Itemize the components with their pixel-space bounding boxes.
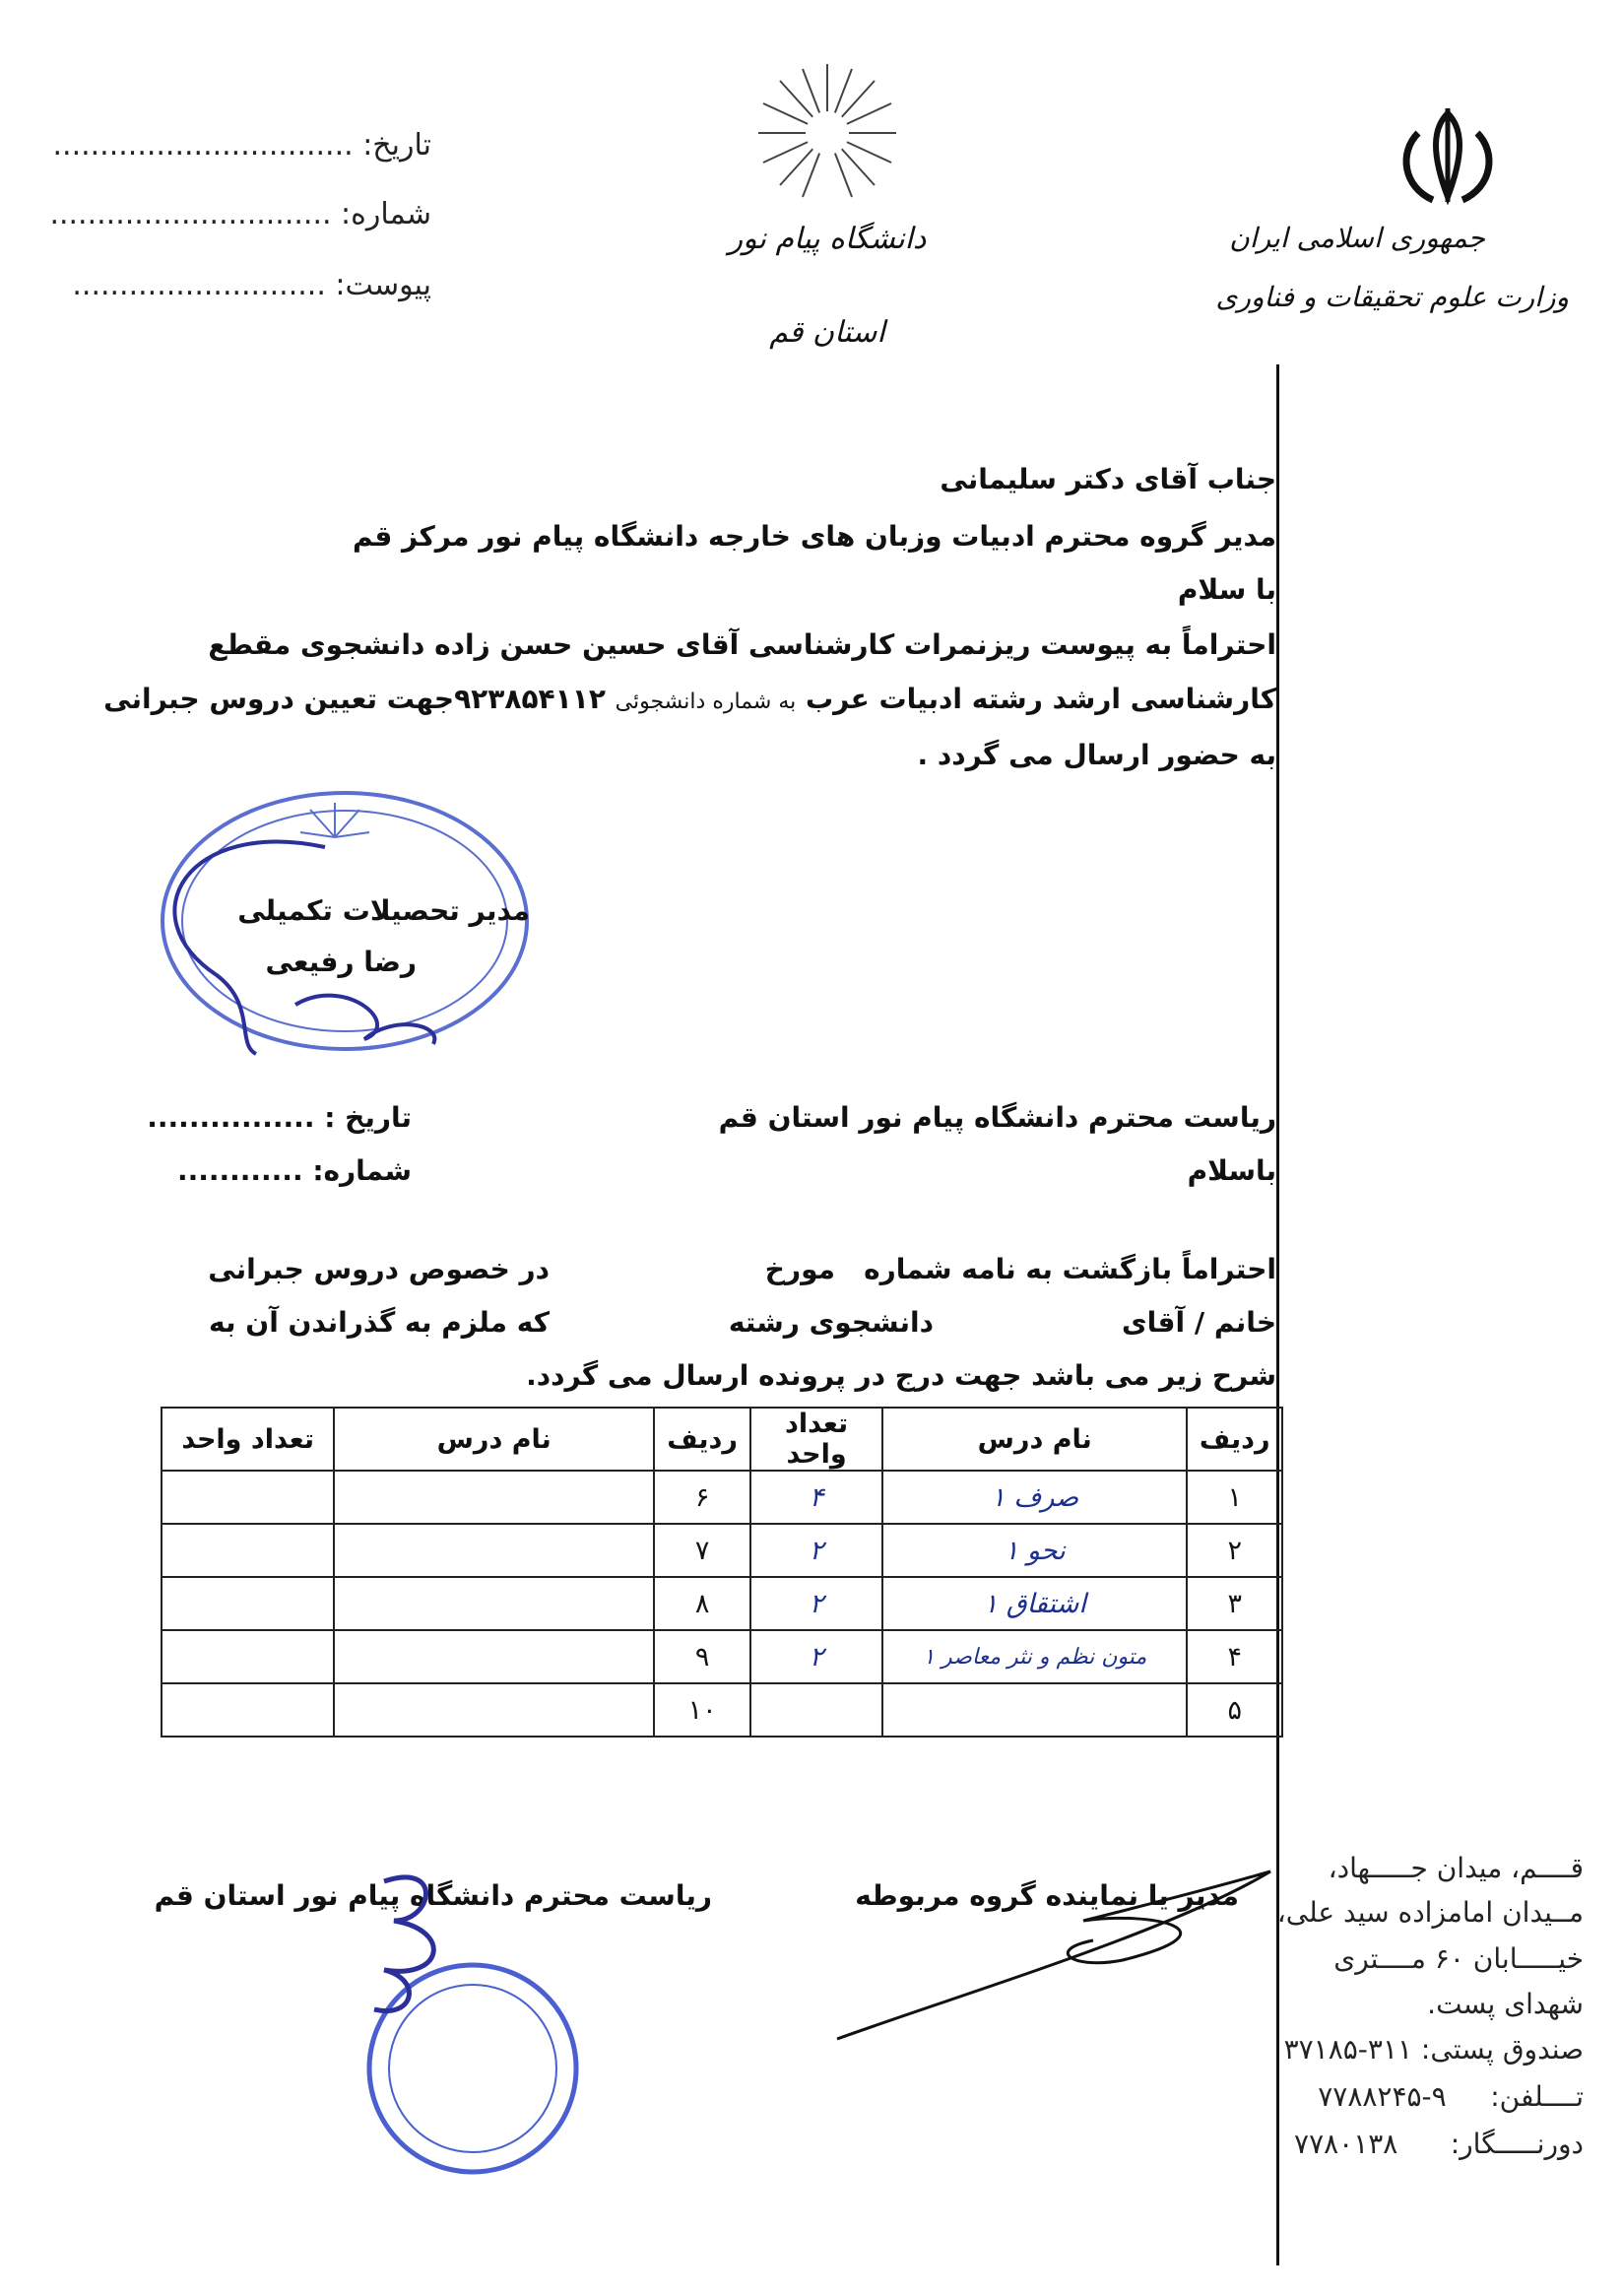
letter-line-2 xyxy=(103,683,1276,715)
letter-line-1: احتراماً به پیوست ریزنمرات کارشناسی آقای حسین حسن زاده دانشجوی مقطع xyxy=(208,628,1276,661)
row-number: ۱ xyxy=(1187,1471,1282,1524)
header-row-number-2: ردیف xyxy=(654,1408,750,1471)
course-units-2 xyxy=(162,1683,334,1737)
course-name: صرف ۱ xyxy=(882,1471,1187,1524)
reply-line-1a: احتراماً بازگشت به نامه شماره xyxy=(864,1253,1276,1285)
phone-number: ۹-۷۷۸۸۲۴۵ xyxy=(1318,2080,1447,2113)
handwritten-signature-icon xyxy=(827,1852,1300,2049)
table-row xyxy=(162,1524,1282,1577)
letter-line-2-part-c: ۹۲۳۸۵۴۱۱۲جهت تعیین دروس جبرانی xyxy=(103,683,606,715)
row-number-2: ۸ xyxy=(654,1577,750,1630)
course-name: اشتقاق ۱ xyxy=(882,1577,1187,1630)
reply-line-2a: خانم / آقای xyxy=(1122,1306,1276,1339)
header-units-2: تعداد واحد xyxy=(162,1408,334,1471)
row-number-2: ۹ xyxy=(654,1630,750,1683)
course-units: ۲ xyxy=(750,1577,882,1630)
letter-line-2-part-b: به شماره دانشجوئی xyxy=(615,689,797,714)
row-number-2: ۶ xyxy=(654,1471,750,1524)
reply-greeting: باسلام xyxy=(1187,1154,1276,1187)
recipient-name: جناب آقای دکتر سلیمانی xyxy=(940,463,1276,495)
university-seal-icon xyxy=(325,1862,591,2187)
phone-label: تــــلفن: xyxy=(1490,2080,1584,2113)
row-number: ۴ xyxy=(1187,1630,1282,1683)
reply-number: شماره: ............ xyxy=(176,1154,412,1187)
table-header-row xyxy=(162,1408,1282,1471)
letter-line-3: به حضور ارسال می گردد . xyxy=(917,739,1276,771)
phone-row xyxy=(1318,2080,1584,2113)
province-name: استان قم xyxy=(769,315,885,350)
iran-emblem-icon xyxy=(1394,103,1502,212)
course-units: ۲ xyxy=(750,1524,882,1577)
reply-line-2c: که ملزم به گذراندن آن به xyxy=(209,1306,550,1339)
row-number: ۲ xyxy=(1187,1524,1282,1577)
course-units: ۴ xyxy=(750,1471,882,1524)
row-number: ۵ xyxy=(1187,1683,1282,1737)
course-name-2 xyxy=(334,1630,654,1683)
date-field: تاریخ: ................................ xyxy=(52,128,431,163)
course-name-2 xyxy=(334,1471,654,1524)
row-number: ۳ xyxy=(1187,1577,1282,1630)
course-units-2 xyxy=(162,1577,334,1630)
table-row xyxy=(162,1683,1282,1737)
header-units xyxy=(750,1408,882,1471)
ministry-name: وزارت علوم تحقیقات و فناوری xyxy=(1215,281,1569,313)
course-units xyxy=(750,1683,882,1737)
university-name: دانشگاه پیام نور xyxy=(728,222,927,256)
country-name: جمهوری اسلامی ایران xyxy=(1229,222,1485,254)
course-name xyxy=(882,1683,1187,1737)
row-number-2: ۷ xyxy=(654,1524,750,1577)
table-row xyxy=(162,1630,1282,1683)
fax-label: دورنـــــگار: xyxy=(1450,2128,1584,2160)
recipient-title: مدیر گروه محترم ادبیات وزبان های خارجه دانشگاه پیام نور مرکز قم xyxy=(353,520,1276,553)
group-manager-signature-label: مدیر یا نماینده گروه مربوطه xyxy=(855,1879,1239,1912)
address-line-4: شهدای پست. xyxy=(1427,1988,1584,2020)
signer-name: رضا رفیعی xyxy=(265,946,417,978)
reply-line-2b: دانشجوی رشته xyxy=(728,1306,934,1339)
address-line-3: خیـــــابان ۶۰ مــــتری xyxy=(1333,1942,1584,1975)
header-row-number: ردیف xyxy=(1187,1408,1282,1471)
reply-date: تاریخ : ................ xyxy=(147,1101,412,1134)
letter-line-2-part-a: کارشناسی ارشد رشته ادبیات عرب xyxy=(806,683,1276,715)
course-name-2 xyxy=(334,1683,654,1737)
header-course-name-2: نام درس xyxy=(334,1408,654,1471)
fax-row xyxy=(1294,2128,1584,2160)
reply-line-1c: در خصوص دروس جبرانی xyxy=(208,1253,550,1285)
row-number-2: ۱۰ xyxy=(654,1683,750,1737)
course-units-2 xyxy=(162,1630,334,1683)
header-units-line-1: تعداد xyxy=(785,1409,849,1439)
courses-table xyxy=(161,1407,1283,1738)
university-logo-icon xyxy=(748,59,906,207)
fax-number: ۷۷۸۰۱۳۸ xyxy=(1294,2128,1398,2160)
reply-recipient: ریاست محترم دانشگاه پیام نور استان قم xyxy=(718,1101,1276,1134)
course-name-2 xyxy=(334,1577,654,1630)
reply-line-1b: مورخ xyxy=(764,1253,835,1285)
number-field: شماره: .............................. xyxy=(49,197,431,231)
reply-line-3: شرح زیر می باشد جهت درج در پرونده ارسال می گردد. xyxy=(526,1359,1276,1392)
address-line-1: قــــم، میدان جـــــهاد، xyxy=(1328,1852,1584,1884)
attachment-field: پیوست: ........................... xyxy=(72,268,431,302)
course-name: نحو ۱ xyxy=(882,1524,1187,1577)
header-course-name: نام درس xyxy=(882,1408,1187,1471)
address-line-2: مــیدان امامزاده سید علی، xyxy=(1276,1896,1584,1929)
header-units-line-2: واحد xyxy=(786,1439,847,1470)
course-name-2 xyxy=(334,1524,654,1577)
course-units-2 xyxy=(162,1524,334,1577)
postbox: صندوق پستی: ۳۱۱-۳۷۱۸۵ xyxy=(1283,2033,1584,2066)
greeting: با سلام xyxy=(1177,573,1276,606)
signer-title: مدیر تحصیلات تکمیلی xyxy=(237,894,530,927)
table-row xyxy=(162,1471,1282,1524)
president-signature-label: ریاست محترم دانشگاه پیام نور استان قم xyxy=(154,1879,712,1912)
table-row xyxy=(162,1577,1282,1630)
course-units-2 xyxy=(162,1471,334,1524)
course-name: متون نظم و نثر معاصر ۱ xyxy=(882,1630,1187,1683)
course-units: ۲ xyxy=(750,1630,882,1683)
